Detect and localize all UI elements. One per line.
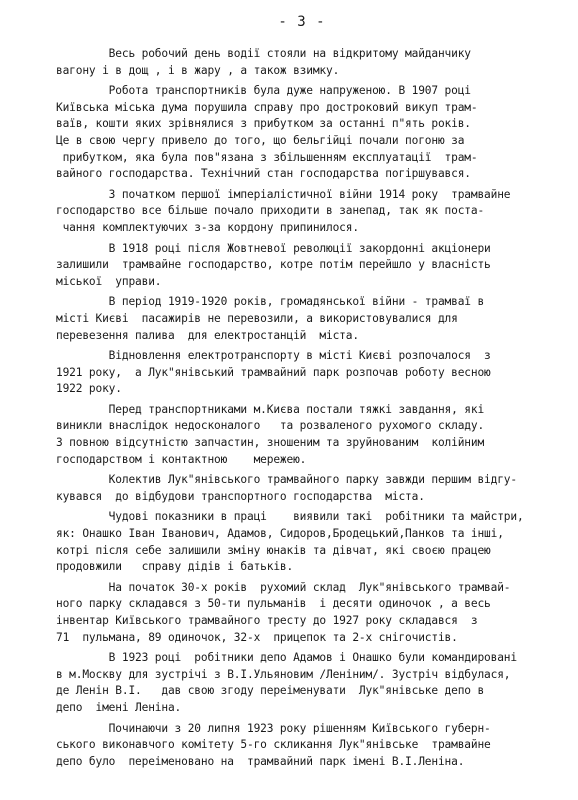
text-line: Київська міська дума порушила справу про достроковий викуп трам- [56, 100, 478, 114]
text-line: депо було переіменовано на трамвайний парк імені В.І.Леніна. [56, 754, 465, 768]
text-line: місті Києві пасажирів не перевозили, а використовувалися для [56, 311, 458, 325]
text-line: Відновлення електротранспорту в місті Києві розпочалося з [56, 349, 491, 363]
text-line: З початком першої імперіалістичної війни 1914 року трамвайне [56, 187, 511, 201]
paragraph [56, 650, 548, 716]
text-line: ваїв, кошти яких зрівнялися з прибутком за останні п"ять років. [56, 117, 471, 131]
text-line: 71 пульмана, 89 одиночок, 32-х прицепок та 2-х снігочистів. [56, 630, 458, 644]
text-line: міської управи. [56, 274, 162, 288]
text-line: господарством і контактною мережею. [56, 452, 307, 466]
text-line: як: Онашко Іван Іванович, Адамов, Сидоров,Бродецький,Панков та інші, [56, 527, 504, 541]
text-line: В 1918 році після Жовтневої революції закордонні акціонери [56, 241, 491, 255]
text-line: Весь робочий день водії стояли на відкритому майданчику [56, 47, 471, 60]
text-line: чання комплектуючих з-за кордону припинилося. [56, 220, 359, 234]
paragraph [56, 472, 548, 505]
text-line: 1921 року, а Лук"янівський трамвайний парк розпочав роботу весною [56, 365, 491, 379]
paragraph [56, 509, 548, 575]
body-text [56, 46, 548, 770]
text-line: Перед транспортниками м.Києва постали тяжкі завдання, які [56, 402, 485, 416]
paragraph [56, 721, 548, 771]
text-line: ного парку складався з 50-ти пульманів і десяти одиночок , а весь [56, 597, 491, 611]
text-line: депо імені Леніна. [56, 700, 182, 714]
text-line: В 1923 році робітники депо Адамов і Онашко були командировані [56, 651, 517, 665]
paragraph [56, 402, 548, 468]
text-line: перевезення палива для електростанцій міста. [56, 328, 359, 342]
paragraph [56, 46, 548, 79]
text-line: котрі після себе залишили зміну юнаків та дівчат, які своєю працею [56, 543, 491, 557]
text-line: Починаючи з 20 липня 1923 року рішенням Київського губерн- [56, 721, 491, 735]
text-line: 1922 року. [56, 382, 122, 396]
paragraph [56, 294, 548, 344]
paragraph [56, 580, 548, 646]
paragraph [56, 187, 548, 237]
text-line: ського виконавчого комітету 5-го скликання Лук"янівське трамвайне [56, 738, 491, 752]
text-line: виникли внаслідок недосконалого та розваленого рухомого складу. [56, 419, 485, 433]
text-line: в м.Москву для зустрічі з В.І.Ульяновим /Леніним/. Зустріч відбулася, [56, 667, 511, 681]
page-number: - 3 - [278, 14, 326, 30]
text-line: продовжили справу дідів і батьків. [56, 560, 294, 574]
text-line: кувався до відбудови транспортного господарства міста. [56, 489, 425, 503]
text-line: вайного господарства. Технічний стан господарства погіршувався. [56, 167, 471, 181]
paragraph [56, 241, 548, 291]
text-line: прибутком, яка була пов"язана з збільшенням експлуатації трам- [56, 150, 478, 164]
paragraph [56, 348, 548, 398]
text-line: господарство все більше почало приходити в занепад, так як поста- [56, 204, 485, 218]
text-line: Це в свою чергу привело до того, що бельгійці почали погоню за [56, 133, 465, 147]
paragraph [56, 83, 548, 183]
text-line: З повною відсутністю запчастин, зношеним та зруйнованим колійним [56, 436, 485, 450]
text-line: В період 1919-1920 років, громадянської війни - трамваї в [56, 295, 485, 309]
text-line: Колектив Лук"янівського трамвайного парку завжди першим відгу- [56, 473, 517, 487]
text-line: залишили трамвайне господарство, котре потім перейшло у власність [56, 258, 491, 272]
text-line: де Ленін В.І. дав свою згоду переіменувати Лук"янівське депо в [56, 684, 485, 698]
text-line: Робота транспортників була дуже напруженою. В 1907 році [56, 84, 471, 98]
text-line: вагону і в дощ , і в жару , а також взимку. [56, 63, 340, 77]
text-line: На початок 30-х років рухомий склад Лук"янівського трамвай- [56, 580, 511, 594]
text-line: Чудові показники в праці виявили такі робітники та майстри, [56, 510, 524, 524]
text-line: інвентар Київського трамвайного тресту до 1927 року складався з [56, 614, 478, 627]
